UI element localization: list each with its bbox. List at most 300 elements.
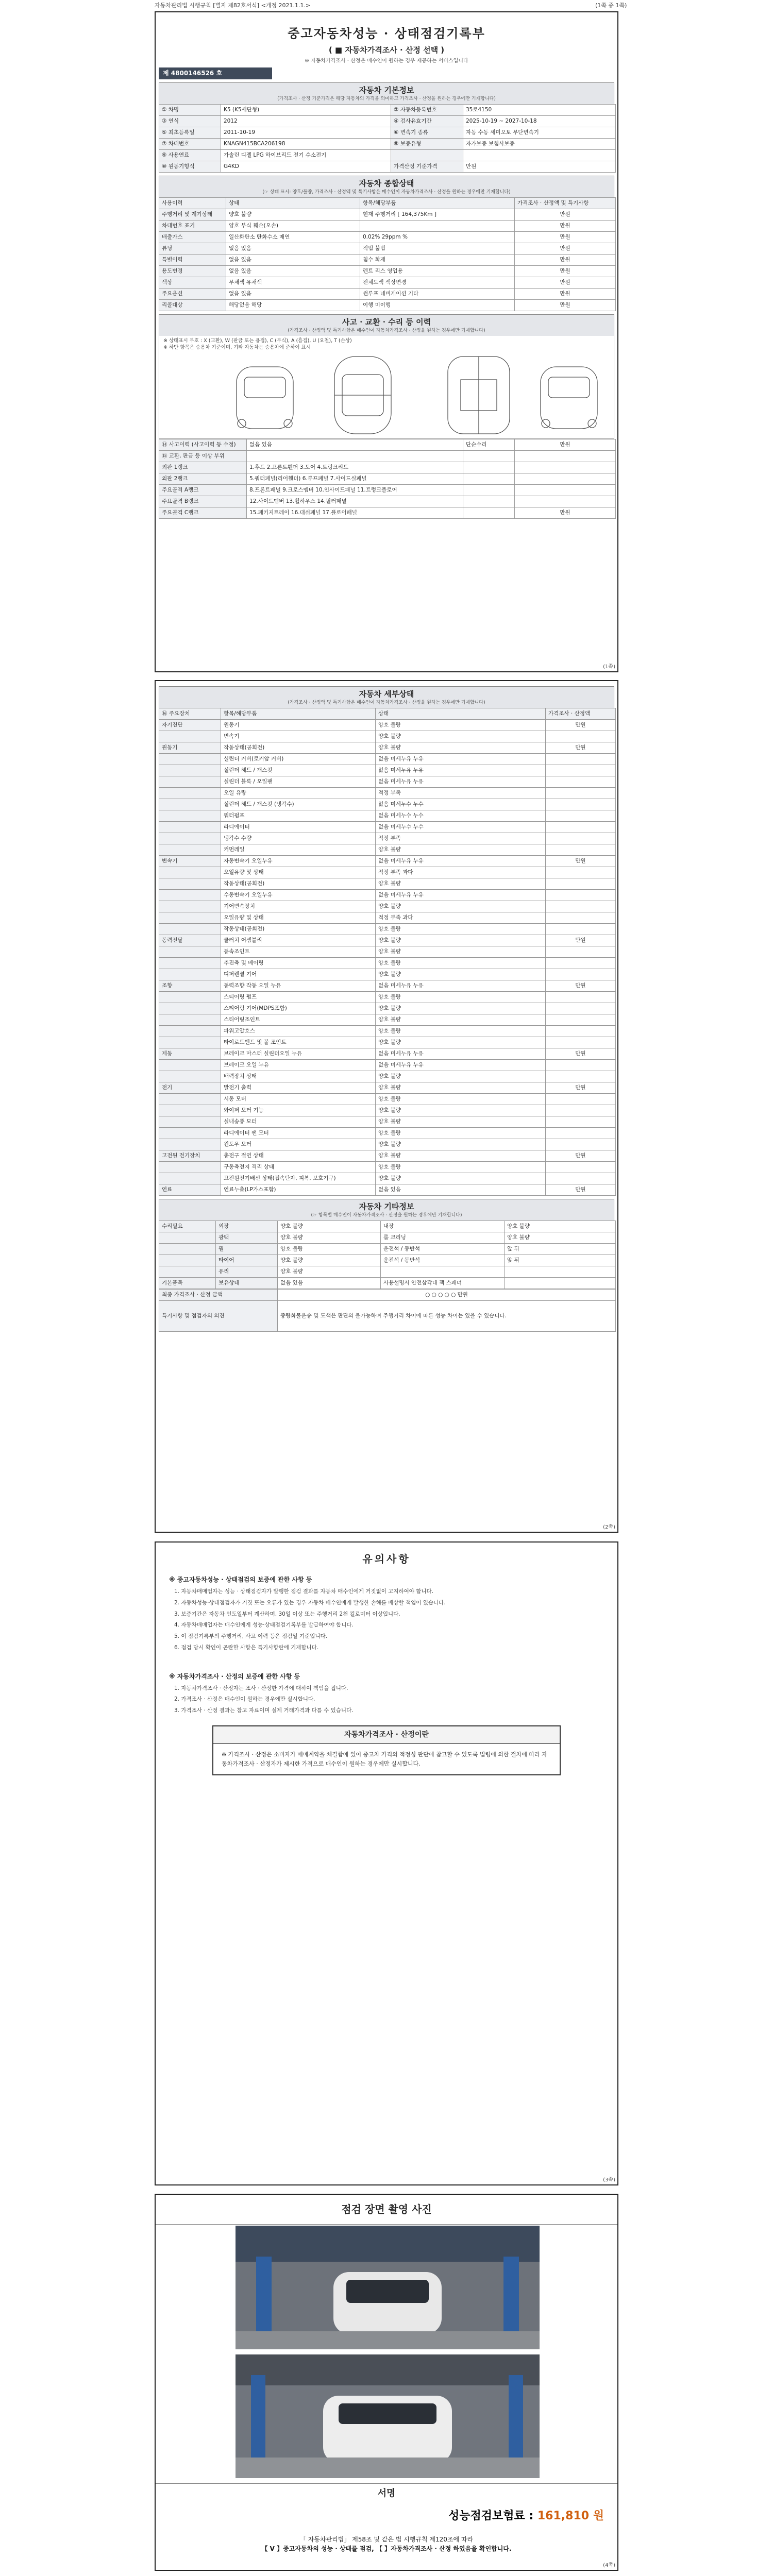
price-value	[546, 867, 616, 878]
status-value: 양호 불량	[376, 901, 546, 912]
status-value: 양호 불량	[376, 958, 546, 969]
part-label: 실린더 헤드 / 개스킷 (냉각수)	[221, 799, 376, 810]
table-row	[159, 105, 616, 116]
table-row	[159, 1014, 616, 1026]
part-label: 실린더 헤드 / 개스킷	[221, 765, 376, 776]
item-value: 전체도색 색상변경	[360, 277, 515, 289]
notice-item: 5. 이 점검기록부의 주행거리, 사고 이력 등은 점검일 기준입니다.	[174, 1633, 327, 1639]
status-value: 적정 부족	[376, 833, 546, 844]
special-notes-text: 중량화물운송 및 도색은 판단의 불가능하며 주행거리 차이에 따른 성능 차이는 있을 수 있습니다.	[278, 1301, 616, 1332]
price-value	[546, 1139, 616, 1150]
top-note-left: 자동차관리법 시행규칙 [별지 제82호서식] <개정 2021.1.1.>	[155, 2, 311, 9]
price-value	[546, 776, 616, 788]
device-label: 자기진단	[159, 720, 221, 731]
price-value	[546, 912, 616, 924]
price-value	[546, 890, 616, 901]
status-value: 양호 불량	[376, 992, 546, 1003]
price-value	[546, 1116, 616, 1128]
device-label	[159, 912, 221, 924]
item-value: 렌트 리스 영업용	[360, 266, 515, 277]
part-label: 오일유량 및 상태	[221, 912, 376, 924]
basic-label: ⑦ 차대번호	[159, 139, 221, 150]
price-value	[546, 833, 616, 844]
basic-label: ① 차명	[159, 105, 221, 116]
item-label: 운전석 / 동반석	[381, 1255, 505, 1266]
item-label: 유리	[216, 1266, 278, 1278]
status-value: 일산화탄소 탄화수소 매연	[226, 232, 360, 243]
status-value: 무채색 유채색	[226, 277, 360, 289]
column-header: 사용이력	[159, 198, 226, 209]
status-value: 없음 있음	[376, 1184, 546, 1196]
table-row	[159, 1162, 616, 1173]
status-value: 양호 불량	[376, 731, 546, 742]
status-value: 양호 불량	[376, 1082, 546, 1094]
final-price-value: ○ ○ ○ ○ ○ 만원	[278, 1290, 616, 1301]
device-label	[159, 924, 221, 935]
status-value: 양호 불량	[278, 1244, 381, 1255]
price-value: 만원	[515, 439, 616, 451]
status-value: 양호 불량	[376, 924, 546, 935]
row-label: 주요옵션	[159, 289, 226, 300]
price-value: 만원	[515, 243, 616, 255]
basic-value: 가솔린 디젤 LPG 하이브리드 전기 수소전기	[221, 150, 391, 161]
item-value: 이행 미이행	[360, 300, 515, 311]
inspection-photo-rear-image	[236, 2354, 540, 2478]
device-label	[159, 958, 221, 969]
item-label: 운전석 / 동반석	[381, 1244, 505, 1255]
table-header-row	[159, 708, 616, 720]
table-row	[159, 255, 616, 266]
table-row	[159, 139, 616, 150]
table-row	[159, 788, 616, 799]
status-value: 없음 미세누수 누수	[376, 822, 546, 833]
status-value: 없음 미세누유 누유	[376, 1048, 546, 1060]
basic-label: ⑥ 변속기 종류	[391, 127, 463, 139]
device-label	[159, 776, 221, 788]
car-diagram-area	[159, 336, 614, 439]
accident-table	[159, 439, 616, 519]
device-label	[159, 822, 221, 833]
device-label	[159, 1128, 221, 1139]
table-row	[159, 277, 616, 289]
table-row	[159, 901, 616, 912]
row-label: 색상	[159, 277, 226, 289]
basic-section-title: 자동차 기본정보	[159, 82, 614, 96]
status-value: 양호 불량	[226, 209, 360, 221]
signature-statement	[156, 2535, 617, 2553]
column-header: 가격조사 · 산정액	[546, 708, 616, 720]
item-label: 룸 크리닝	[381, 1232, 505, 1244]
car-outline-diagram	[159, 336, 615, 439]
price-value	[546, 992, 616, 1003]
status-value	[463, 473, 515, 485]
item-value	[360, 221, 515, 232]
device-label	[159, 1003, 221, 1014]
price-standard-title: 자동차가격조사 · 산정이란	[213, 1726, 560, 1744]
status-value	[463, 462, 515, 473]
basic-value	[463, 150, 616, 161]
part-label: 등속조인트	[221, 946, 376, 958]
table-row	[159, 266, 616, 277]
status-value: 적정 부족	[376, 788, 546, 799]
status-value: 없음 있음	[226, 289, 360, 300]
part-label: 수동변속기 오일누유	[221, 890, 376, 901]
table-row	[159, 1116, 616, 1128]
status-value: 없음 미세누유 누유	[376, 776, 546, 788]
signature-line-2: 【 V 】중고자동차의 성능 · 상태를 점검, 【 】자동차가격조사 · 산정 하였음을 확인합니다.	[261, 2545, 512, 2552]
table-row	[159, 1244, 616, 1255]
page-number-4: (4쪽)	[603, 2562, 615, 2568]
device-label	[159, 788, 221, 799]
notice-title: 유의사항	[362, 1553, 411, 1565]
price-value	[546, 1173, 616, 1184]
price-value	[546, 924, 616, 935]
table-row	[159, 1060, 616, 1071]
part-label: 라디에이터 팬 모터	[221, 1128, 376, 1139]
detail-section-note: (가격조사 · 산정액 및 특기사항은 매수인이 자동차가격조사 · 산정을 원하는 경우에만 기재합니다)	[159, 700, 614, 708]
item-value: 15.패키지트레이 16.대쉬패널 17.플로어패널	[247, 507, 463, 519]
price-value: 만원	[546, 856, 616, 867]
price-value	[515, 485, 616, 496]
table-row	[159, 980, 616, 992]
price-value	[546, 1014, 616, 1026]
status-value: 양호 불량	[505, 1232, 616, 1244]
device-label	[159, 1071, 221, 1082]
price-value	[546, 958, 616, 969]
status-value: 양호 불량	[376, 844, 546, 856]
table-row	[159, 1266, 616, 1278]
inspection-fee-label: 성능점검보험료 :	[448, 2510, 534, 2522]
table-row	[159, 731, 616, 742]
notice-list-1	[174, 1588, 599, 1652]
table-row	[159, 507, 616, 519]
table-row	[159, 1026, 616, 1037]
table-row	[159, 1184, 616, 1196]
table-row	[159, 485, 616, 496]
table-row	[159, 1221, 616, 1232]
part-label: 자동변속기 오일누유	[221, 856, 376, 867]
basic-value: 만원	[463, 161, 616, 173]
price-value	[546, 1026, 616, 1037]
status-value: 양호 불량	[376, 946, 546, 958]
item-value: 없음 있음	[247, 439, 463, 451]
inspection-fee	[448, 2509, 604, 2523]
price-value	[546, 810, 616, 822]
group-label	[159, 1232, 216, 1244]
status-value: 양호 불량	[376, 1173, 546, 1184]
special-notes-label: 특기사항 및 점검자의 의견	[159, 1301, 278, 1332]
table-row	[159, 116, 616, 127]
status-value: 양호 불량	[376, 1037, 546, 1048]
status-value: 없음 미세누유 누유	[376, 856, 546, 867]
status-value	[463, 485, 515, 496]
item-label	[381, 1266, 505, 1278]
price-value	[515, 473, 616, 485]
page-4	[155, 2194, 618, 2571]
price-value	[546, 822, 616, 833]
part-label: 구동축전지 격리 상태	[221, 1162, 376, 1173]
part-label: 디퍼렌셜 기어	[221, 969, 376, 980]
notice-item: 1. 자동차매매업자는 성능 · 상태점검자가 발행한 점검 결과를 자동차 매수인에게 거짓없이 고지하여야 합니다.	[174, 1588, 434, 1595]
table-row	[159, 496, 616, 507]
doc-subtitle: ( ■ 자동차가격조사 · 산정 선택 )	[328, 45, 445, 55]
row-label: ⑭ 사고이력 (사고이력 등 수정)	[159, 439, 247, 451]
item-value: 5.쿼터패널(리어휀더) 6.루프패널 7.사이드실패널	[247, 473, 463, 485]
etc-section-note: (☞ 항목별 매수인이 자동차가격조사 · 산정을 원하는 경우에만 기재합니다)	[159, 1213, 614, 1221]
final-price-label: 최종 가격조사 · 산정 금액	[159, 1290, 278, 1301]
table-row	[159, 776, 616, 788]
accident-section-title: 사고 · 교환 · 수리 등 이력	[159, 314, 614, 328]
column-header: 상태	[226, 198, 360, 209]
device-label	[159, 890, 221, 901]
status-value	[505, 1278, 616, 1289]
table-row	[159, 765, 616, 776]
part-label: 오일 유량	[221, 788, 376, 799]
item-label: 광택	[216, 1232, 278, 1244]
doc-number: 제 4800146526 호	[159, 67, 272, 79]
status-value	[463, 507, 515, 519]
item-label: 휠	[216, 1244, 278, 1255]
price-value: 만원	[546, 1082, 616, 1094]
device-label: 변속기	[159, 856, 221, 867]
inspection-photo-front-image	[236, 2226, 540, 2349]
part-label: 작동상태(공회전)	[221, 742, 376, 754]
table-row	[159, 1173, 616, 1184]
table-row	[159, 439, 616, 451]
basic-label: ③ 연식	[159, 116, 221, 127]
table-row	[159, 867, 616, 878]
signature-label: 서명	[156, 2483, 617, 2500]
table-row	[159, 1048, 616, 1060]
price-value: 만원	[515, 300, 616, 311]
part-label: 실린더 커버(로커암 커버)	[221, 754, 376, 765]
status-value: 양호 부식 훼손(오손)	[226, 221, 360, 232]
table-row	[159, 473, 616, 485]
status-value: 단순수리	[463, 439, 515, 451]
part-label: 윈도우 모터	[221, 1139, 376, 1150]
status-value: 앞 뒤	[505, 1244, 616, 1255]
item-value: 썬루프 네비게이션 기타	[360, 289, 515, 300]
status-value: 양호 불량	[376, 935, 546, 946]
status-value: 양호 불량	[376, 1162, 546, 1173]
device-label	[159, 1116, 221, 1128]
notice-head-1: ※ 중고자동차성능 · 상태점검의 보증에 관한 사항 등	[169, 1576, 312, 1583]
price-value	[546, 1094, 616, 1105]
row-label: 차대번호 표기	[159, 221, 226, 232]
table-row	[159, 720, 616, 731]
price-value: 만원	[515, 232, 616, 243]
part-label: 커먼레일	[221, 844, 376, 856]
basic-label: 가격산정 기준가격	[391, 161, 463, 173]
part-label: 실내송풍 모터	[221, 1116, 376, 1128]
status-value: 양호 불량	[376, 1071, 546, 1082]
device-label	[159, 731, 221, 742]
price-value	[515, 451, 616, 462]
price-value	[546, 788, 616, 799]
part-label: 동력조향 작동 오일 누유	[221, 980, 376, 992]
device-label	[159, 901, 221, 912]
part-label: 파워고압호스	[221, 1026, 376, 1037]
table-row	[159, 1128, 616, 1139]
basic-value: 35로4150	[463, 105, 616, 116]
notice-item: 2. 자동차성능·상태점검자가 거짓 또는 오류가 있는 경우 자동차 매수인에게 발생한 손해를 배상할 책임이 있습니다.	[174, 1599, 446, 1606]
status-value	[463, 496, 515, 507]
device-label	[159, 1162, 221, 1173]
table-row	[159, 946, 616, 958]
item-value: 1.후드 2.프론트휀더 3.도어 4.트렁크리드	[247, 462, 463, 473]
doc-title: 중고자동차성능 · 상태점검기록부	[288, 26, 485, 41]
row-label: 외판 2랭크	[159, 473, 247, 485]
status-value: 양호 불량	[376, 1014, 546, 1026]
price-value	[546, 901, 616, 912]
row-label: 튜닝	[159, 243, 226, 255]
device-label	[159, 969, 221, 980]
table-row	[159, 127, 616, 139]
status-value: 없음 미세누유 누유	[376, 1060, 546, 1071]
table-row	[159, 1094, 616, 1105]
device-label: 원동기	[159, 742, 221, 754]
price-value	[546, 1037, 616, 1048]
page-number-3: (3쪽)	[603, 2177, 615, 2183]
inspection-fee-value: 161,810 원	[537, 2510, 604, 2522]
notice-item: 6. 점검 당시 확인이 곤란한 사항은 특기사항란에 기재합니다.	[174, 1644, 319, 1651]
table-row	[159, 462, 616, 473]
price-value: 만원	[515, 266, 616, 277]
status-value: 양호 불량	[376, 720, 546, 731]
price-value	[546, 878, 616, 890]
notice-item: 3. 가격조사 · 산정 결과는 참고 자료이며 실제 거래가격과 다를 수 있습니다.	[174, 1707, 354, 1714]
column-header: 항목/해당부품	[360, 198, 515, 209]
part-label: 라디에이터	[221, 822, 376, 833]
device-label	[159, 946, 221, 958]
table-header-row	[159, 198, 616, 209]
table-row	[159, 1278, 616, 1289]
part-label: 원동기	[221, 720, 376, 731]
part-label: 작동상태(공회전)	[221, 878, 376, 890]
row-label: 주요골격 A랭크	[159, 485, 247, 496]
row-label: 특별이력	[159, 255, 226, 266]
item-value: 적법 불법	[360, 243, 515, 255]
row-label: ⑮ 교환, 판금 등 이상 부위	[159, 451, 247, 462]
price-value: 만원	[546, 1048, 616, 1060]
accident-legend: ※ 상태표시 부호 : X (교환), W (판금 또는 용접), C (부식), A (흠집), U (요철), T (손상)	[163, 338, 352, 344]
basic-value: 2012	[221, 116, 391, 127]
device-label	[159, 844, 221, 856]
group-label	[159, 1266, 216, 1278]
device-label	[159, 1060, 221, 1071]
price-value: 만원	[515, 255, 616, 266]
price-standard-box	[212, 1725, 561, 1776]
general-section-title: 자동차 종합상태	[159, 176, 614, 190]
price-value	[546, 1128, 616, 1139]
status-value: 양호 불량	[278, 1232, 381, 1244]
table-row	[159, 810, 616, 822]
row-label: 주행거리 및 계기상태	[159, 209, 226, 221]
table-row	[159, 958, 616, 969]
part-label: 브레이크 오일 누유	[221, 1060, 376, 1071]
group-label: 기본품목	[159, 1278, 216, 1289]
price-value	[546, 1003, 616, 1014]
price-value: 만원	[515, 209, 616, 221]
notice-item: 2. 가격조사 · 산정은 매수인이 원하는 경우에만 실시합니다.	[174, 1696, 315, 1703]
item-label: 내장	[381, 1221, 505, 1232]
signature-line-1: 「 자동차관리법」 제58조 및 같은 법 시행규칙 제120조에 따라	[299, 2536, 474, 2543]
part-label: 스티어링 기어(MDPS포함)	[221, 1003, 376, 1014]
status-value: 없음 미세누유 누유	[376, 890, 546, 901]
status-value: 없음 미세누수 누수	[376, 810, 546, 822]
table-row	[159, 969, 616, 980]
part-label: 변속기	[221, 731, 376, 742]
status-value: 양호 불량	[376, 1105, 546, 1116]
part-label: 배력장치 상태	[221, 1071, 376, 1082]
table-row	[159, 1150, 616, 1162]
price-value: 만원	[546, 720, 616, 731]
price-value: 만원	[515, 221, 616, 232]
item-value: 0.02% 29ppm %	[360, 232, 515, 243]
device-label: 전기	[159, 1082, 221, 1094]
part-label: 고전원전기배선 상태(접속단자, 피복, 보호기구)	[221, 1173, 376, 1184]
status-value: 양호 불량	[376, 1003, 546, 1014]
price-value	[546, 1162, 616, 1173]
device-label	[159, 810, 221, 822]
price-value	[546, 731, 616, 742]
table-row	[159, 209, 616, 221]
part-label: 와이퍼 모터 기능	[221, 1105, 376, 1116]
device-label	[159, 1014, 221, 1026]
group-label	[159, 1255, 216, 1266]
item-value: 8.프론트패널 9.크로스멤버 10.인사이드패널 11.트렁크플로어	[247, 485, 463, 496]
part-label: 브레이크 마스터 실린더오일 누유	[221, 1048, 376, 1060]
item-value	[247, 451, 463, 462]
notice-item: 4. 자동차매매업자는 매수인에게 성능·상태점검기록부를 발급하여야 합니다.	[174, 1622, 354, 1629]
device-label	[159, 1037, 221, 1048]
row-label: 용도변경	[159, 266, 226, 277]
basic-info-table	[159, 104, 616, 173]
table-row	[159, 232, 616, 243]
item-label: 타이어	[216, 1255, 278, 1266]
page-2	[155, 680, 618, 1533]
basic-value: G4KD	[221, 161, 391, 173]
table-row	[159, 992, 616, 1003]
page-3	[155, 1541, 618, 2185]
device-label	[159, 754, 221, 765]
basic-value: 자동 수동 세미오토 무단변속기	[463, 127, 616, 139]
part-label: 타이로드엔드 및 볼 조인트	[221, 1037, 376, 1048]
table-row	[159, 833, 616, 844]
basic-label: ④ 검사유효기간	[391, 116, 463, 127]
basic-label: ⑨ 사용연료	[159, 150, 221, 161]
etc-info-table	[159, 1221, 616, 1289]
column-header: ⑯ 주요장치	[159, 708, 221, 720]
basic-value: 자가보증 보험사보증	[463, 139, 616, 150]
device-label	[159, 867, 221, 878]
table-row	[159, 1139, 616, 1150]
price-value: 만원	[546, 1184, 616, 1196]
device-label: 동력전달	[159, 935, 221, 946]
column-header: 상태	[376, 708, 546, 720]
item-value: 현재 주행거리 [ 164,375Km ]	[360, 209, 515, 221]
etc-section-title: 자동차 기타정보	[159, 1199, 614, 1213]
status-value: 없음 있음	[226, 243, 360, 255]
table-row	[159, 742, 616, 754]
photo-section-title: 점검 장면 촬영 사진	[156, 2195, 617, 2225]
price-value	[546, 1060, 616, 1071]
table-row	[159, 289, 616, 300]
price-value: 만원	[546, 742, 616, 754]
table-row	[159, 754, 616, 765]
basic-value: 2011-10-19	[221, 127, 391, 139]
table-row	[159, 150, 616, 161]
